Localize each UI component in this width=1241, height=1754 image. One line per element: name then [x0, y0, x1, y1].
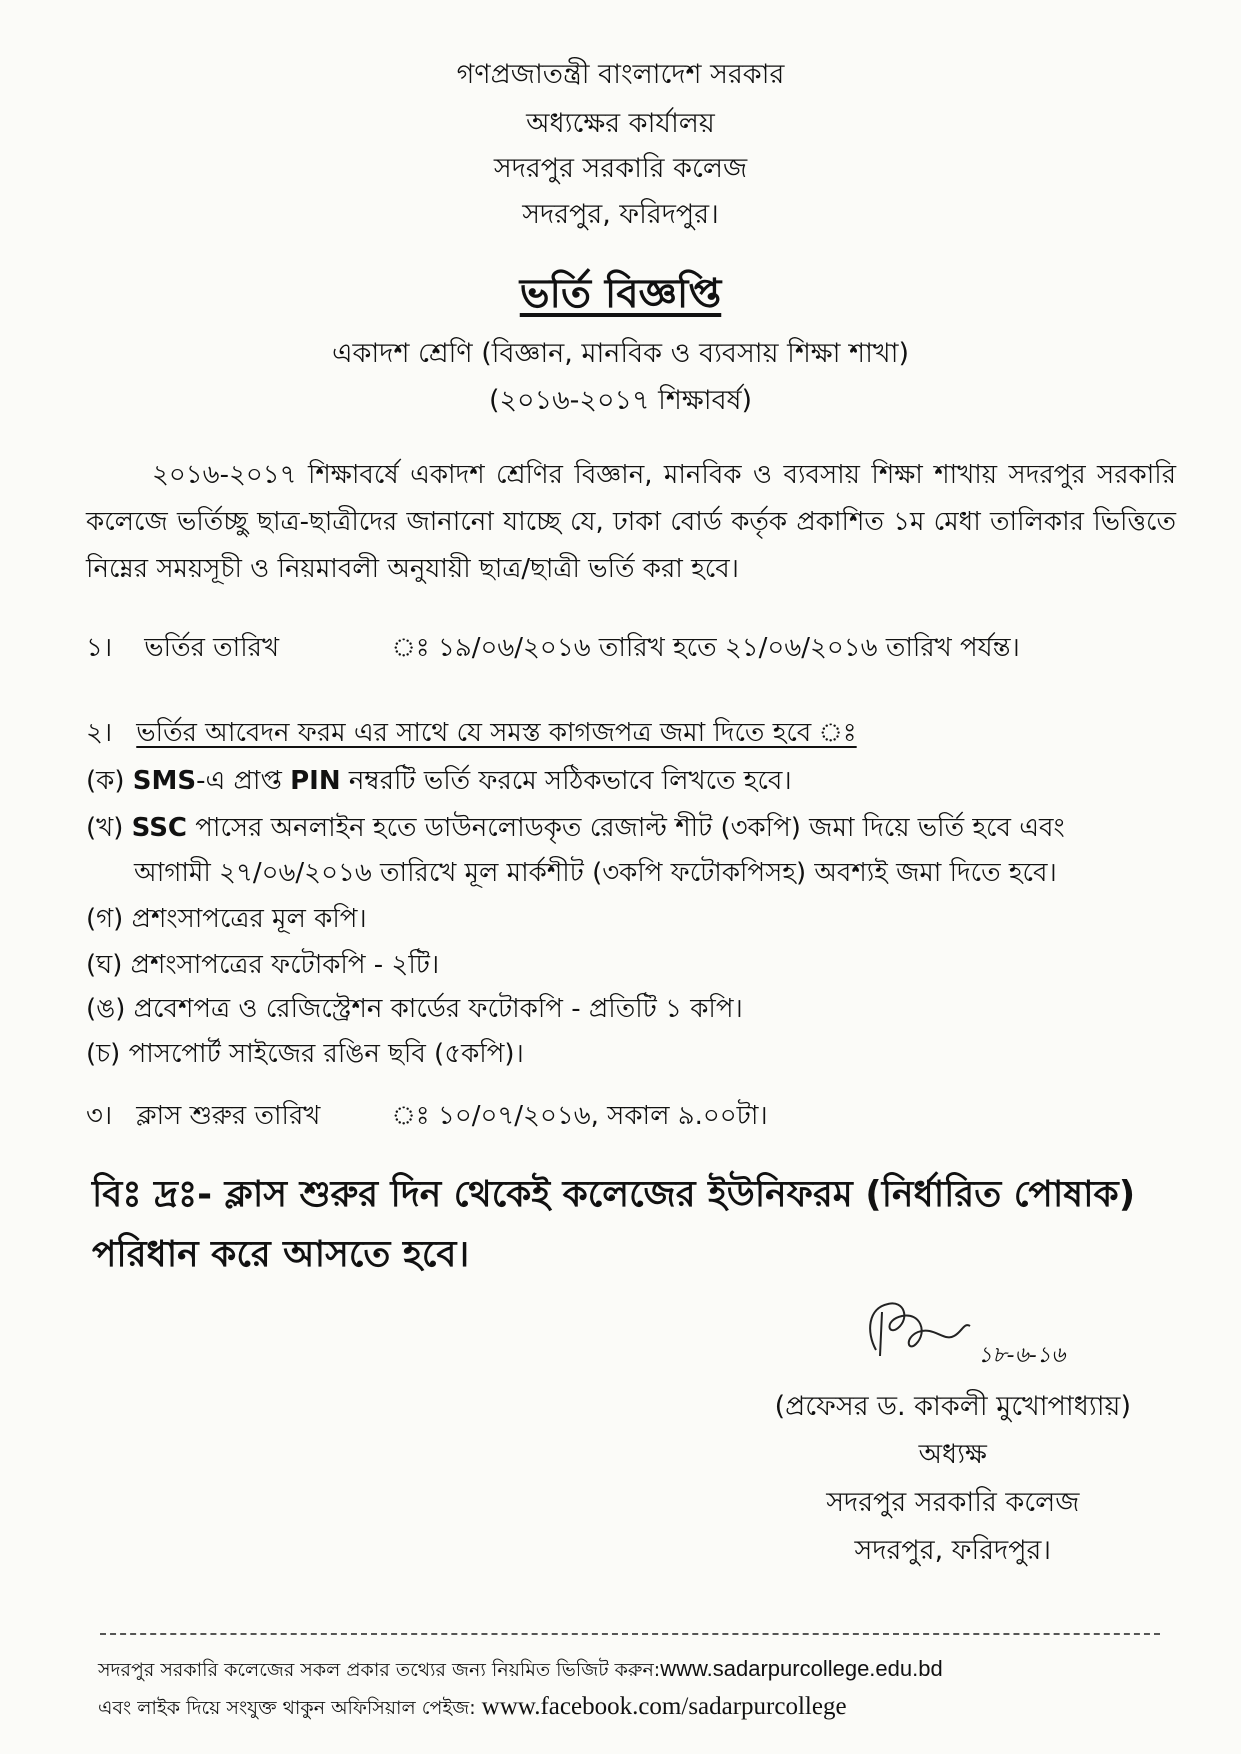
footer-facebook-text: এবং লাইক দিয়ে সংযুক্ত থাকুন অফিসিয়াল পেইজ:: [98, 1697, 476, 1719]
ssc-term: SSC: [131, 813, 188, 843]
uniform-note: বিঃ দ্রঃ- ক্লাস শুরুর দিন থেকেই কলেজের ইউনিফরম (নির্ধারিত পোষাক) পরিধান করে আসতে হবে।: [92, 1174, 1136, 1275]
signatory-address: সদরপুর, ফরিদপুর।: [854, 1535, 1052, 1566]
session-subtitle: (২০১৬-২০১৭ শিক্ষাবর্ষ): [488, 385, 753, 416]
signatory-college: সদরপুর সরকারি কলেজ: [826, 1487, 1080, 1518]
header-address: সদরপুর, ফরিদপুর।: [522, 199, 719, 230]
doc-item-kha-line2: আগামী ২৭/০৬/২০১৬ তারিখে মূল মার্কশীট (৩কপি ফটোকপিসহ) অবশ্যই জমা দিতে হবে।: [134, 858, 1057, 888]
website-link[interactable]: www.sadarpurcollege.edu.bd: [660, 1656, 943, 1681]
doc-text: নম্বরটি ভর্তি ফরমে সঠিকভাবে লিখতে হবে।: [348, 766, 792, 796]
doc-item-uma: (ঙ) প্রবেশপত্র ও রেজিস্ট্রেশন কার্ডের ফটোকপি - প্রতিটি ১ কপি।: [86, 994, 743, 1024]
doc-item-kha: [86, 807, 1065, 851]
pin-term: PIN: [290, 766, 341, 796]
header-college: সদরপুর সরকারি কলেজ: [493, 153, 748, 184]
doc-item-ga: (গ) প্রশংসাপত্রের মূল কপি।: [86, 904, 367, 934]
facebook-link[interactable]: www.facebook.com/sadarpurcollege: [481, 1693, 847, 1720]
signatory-block: [775, 1383, 1131, 1575]
item-number: ২।: [86, 718, 113, 748]
intro-paragraph: ২০১৬-২০১৭ শিক্ষাবর্ষে একাদশ শ্রেণির বিজ্ঞান, মানবিক ও ব্যবসায় শিক্ষা শাখায় সদরপুর সরকারি কলেজে ভর্তিচ্ছু ছাত্র-ছাত্রীদের জানানো যাচ্ছে যে, ঢাকা বোর্ড কর্তৃক প্রকাশিত ১ম মেধা তালিকার ভিত্তিতে নিম্নের সময়সূচী ও নিয়মাবলী অনুযায়ী ছাত্র/ছাত্রী ভর্তি করা হবে।: [86, 460, 1176, 584]
footer-website-text: সদরপুর সরকারি কলেজের সকল প্রকার তথ্যের জন্য নিয়মিত ভিজিট করুন:: [98, 1659, 661, 1681]
doc-item-ka: [86, 760, 792, 804]
doc-item-gha: (ঘ) প্রশংসাপত্রের ফটোকপি - ২টি।: [86, 950, 440, 980]
class-start-label: ক্লাস শুরুর তারিখ: [136, 1101, 321, 1131]
header-office: অধ্যক্ষের কার্যালয়: [526, 108, 715, 139]
doc-prefix: (ক): [86, 766, 125, 796]
signatory-name: (প্রফেসর ড. কাকলী মুখোপাধ্যায়): [774, 1391, 1131, 1422]
documents-heading: ভর্তির আবেদন ফরম এর সাথে যে সমস্ত কাগজপত্র জমা দিতে হবে ঃ: [136, 718, 857, 748]
doc-item-cha: (চ) পাসপোর্ট সাইজের রঙিন ছবি (৫কপি)।: [86, 1039, 524, 1069]
item-number: ৩।: [86, 1101, 113, 1131]
signatory-designation: অধ্যক্ষ: [918, 1439, 987, 1470]
notice-title: ভর্তি বিজ্ঞপ্তি: [519, 271, 722, 317]
class-start-row: [86, 1095, 768, 1139]
doc-prefix: (খ): [86, 813, 124, 843]
admission-date-value: ঃ ১৯/০৬/২০১৬ তারিখ হতে ২১/০৬/২০১৬ তারিখ পর্যন্ত।: [429, 633, 1020, 663]
signature-date: ১৮-৬-১৬: [978, 1343, 1066, 1368]
class-start-value: ঃ ১০/০৭/২০১৬, সকাল ৯.০০টা।: [429, 1101, 768, 1131]
footer-divider: [100, 1633, 1160, 1635]
class-subtitle: একাদশ শ্রেণি (বিজ্ঞান, মানবিক ও ব্যবসায় শিক্ষা শাখা): [332, 338, 909, 369]
footer-line-facebook: [98, 1693, 847, 1726]
item-number: ১।: [86, 633, 113, 663]
documents-heading-row: [86, 712, 857, 756]
sms-term: SMS: [132, 766, 197, 796]
doc-text: পাসের অনলাইন হতে ডাউনলোডকৃত রেজাল্ট শীট (৩কপি) জমা দিয়ে ভর্তি হবে এবং: [195, 813, 1065, 843]
doc-text: -এ প্রাপ্ত: [196, 766, 282, 796]
admission-date-label: ভর্তির তারিখ: [144, 633, 280, 663]
admission-date-row: [86, 627, 1020, 671]
header-govt: গণপ্রজাতন্ত্রী বাংলাদেশ সরকার: [456, 59, 785, 90]
signature-mark: [858, 1292, 978, 1372]
footer-line-website: [98, 1656, 943, 1688]
